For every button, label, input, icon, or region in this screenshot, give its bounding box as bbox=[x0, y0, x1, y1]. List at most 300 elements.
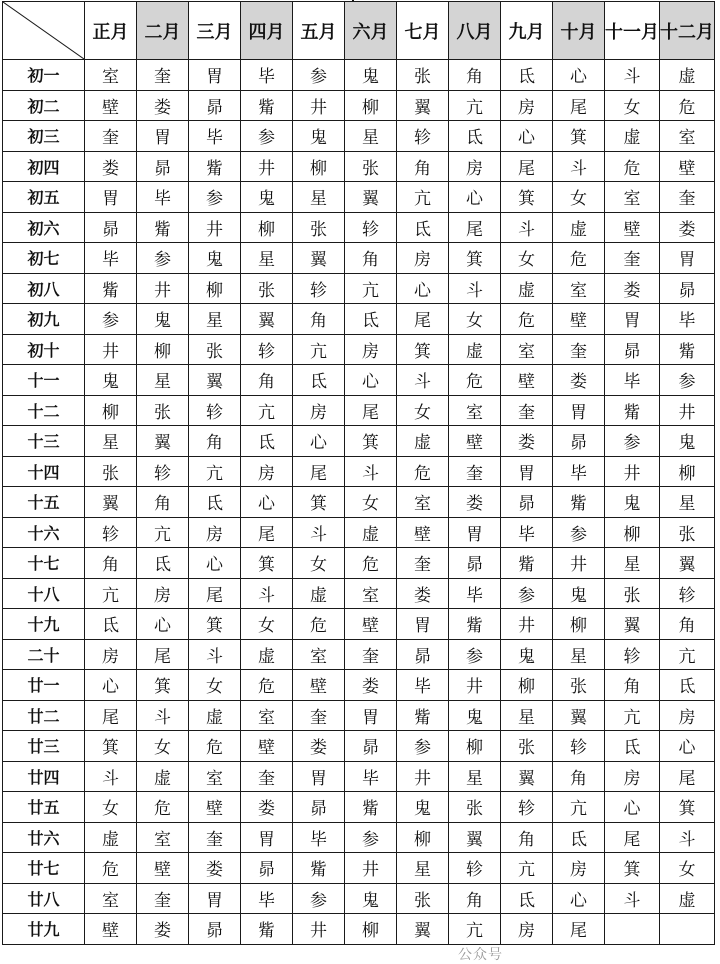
month-header: 八月 bbox=[449, 2, 501, 60]
mansion-cell: 氐 bbox=[137, 548, 189, 579]
mansion-cell: 井 bbox=[189, 212, 241, 243]
mansion-cell: 轸 bbox=[137, 456, 189, 487]
mansion-cell: 奎 bbox=[137, 883, 189, 914]
mansion-cell: 壁 bbox=[605, 212, 660, 243]
day-label: 初一 bbox=[3, 60, 85, 91]
mansion-cell: 柳 bbox=[397, 822, 449, 853]
mansion-cell: 张 bbox=[553, 670, 605, 701]
mansion-cell: 星 bbox=[293, 182, 345, 213]
mansion-cell: 心 bbox=[449, 182, 501, 213]
mansion-cell: 奎 bbox=[553, 334, 605, 365]
mansion-cell: 亢 bbox=[660, 639, 715, 670]
mansion-cell: 室 bbox=[189, 761, 241, 792]
mansion-cell: 觜 bbox=[501, 548, 553, 579]
mansion-cell: 昴 bbox=[85, 212, 137, 243]
day-label: 十八 bbox=[3, 578, 85, 609]
table-row bbox=[3, 243, 715, 274]
mansion-cell: 奎 bbox=[345, 639, 397, 670]
mansion-cell: 虚 bbox=[345, 517, 397, 548]
table-row bbox=[3, 639, 715, 670]
month-header: 六月 bbox=[345, 2, 397, 60]
mansion-cell: 轸 bbox=[293, 273, 345, 304]
table-row bbox=[3, 182, 715, 213]
mansion-cell: 胃 bbox=[345, 700, 397, 731]
mansion-cell: 昴 bbox=[241, 853, 293, 884]
mansion-cell: 心 bbox=[553, 60, 605, 91]
lunar-mansion-table bbox=[2, 1, 715, 945]
mansion-cell: 鬼 bbox=[189, 243, 241, 274]
mansion-cell: 井 bbox=[605, 456, 660, 487]
mansion-cell: 鬼 bbox=[85, 365, 137, 396]
day-label: 十七 bbox=[3, 548, 85, 579]
mansion-cell: 张 bbox=[345, 151, 397, 182]
mansion-cell: 觜 bbox=[397, 700, 449, 731]
mansion-cell: 奎 bbox=[241, 761, 293, 792]
month-header: 七月 bbox=[397, 2, 449, 60]
mansion-cell: 危 bbox=[397, 456, 449, 487]
mansion-cell: 女 bbox=[449, 304, 501, 335]
mansion-cell: 亢 bbox=[293, 334, 345, 365]
mansion-cell: 房 bbox=[293, 395, 345, 426]
mansion-cell: 亢 bbox=[449, 90, 501, 121]
mansion-cell: 胃 bbox=[553, 395, 605, 426]
month-header: 二月 bbox=[137, 2, 189, 60]
mansion-cell: 胃 bbox=[189, 883, 241, 914]
mansion-cell: 轸 bbox=[553, 731, 605, 762]
day-label: 廿四 bbox=[3, 761, 85, 792]
mansion-cell: 虚 bbox=[605, 121, 660, 152]
mansion-cell: 翼 bbox=[605, 609, 660, 640]
mansion-cell: 斗 bbox=[553, 151, 605, 182]
table-row bbox=[3, 273, 715, 304]
mansion-cell: 毕 bbox=[605, 365, 660, 396]
day-label: 廿二 bbox=[3, 700, 85, 731]
mansion-cell: 角 bbox=[85, 548, 137, 579]
mansion-cell: 毕 bbox=[241, 60, 293, 91]
mansion-cell: 轸 bbox=[501, 792, 553, 823]
mansion-cell: 斗 bbox=[660, 822, 715, 853]
mansion-cell: 参 bbox=[605, 426, 660, 457]
mansion-cell: 房 bbox=[605, 761, 660, 792]
mansion-cell: 尾 bbox=[137, 639, 189, 670]
mansion-cell: 昴 bbox=[397, 639, 449, 670]
mansion-cell: 房 bbox=[553, 853, 605, 884]
mansion-cell: 觜 bbox=[85, 273, 137, 304]
table-row bbox=[3, 456, 715, 487]
mansion-cell: 奎 bbox=[605, 243, 660, 274]
mansion-cell: 参 bbox=[85, 304, 137, 335]
mansion-cell: 参 bbox=[345, 822, 397, 853]
mansion-cell: 翼 bbox=[241, 304, 293, 335]
mansion-cell: 室 bbox=[605, 182, 660, 213]
corner-diagonal-cell bbox=[3, 2, 85, 60]
mansion-cell: 鬼 bbox=[660, 426, 715, 457]
mansion-cell: 危 bbox=[501, 304, 553, 335]
mansion-cell: 柳 bbox=[345, 90, 397, 121]
mansion-cell: 鬼 bbox=[553, 578, 605, 609]
mansion-cell: 斗 bbox=[137, 700, 189, 731]
mansion-cell: 奎 bbox=[397, 548, 449, 579]
mansion-cell: 鬼 bbox=[241, 182, 293, 213]
table-row bbox=[3, 609, 715, 640]
mansion-cell: 昴 bbox=[189, 90, 241, 121]
mansion-cell: 尾 bbox=[189, 578, 241, 609]
mansion-cell: 觜 bbox=[345, 792, 397, 823]
mansion-cell: 参 bbox=[553, 517, 605, 548]
mansion-cell: 氐 bbox=[605, 731, 660, 762]
mansion-cell: 危 bbox=[293, 609, 345, 640]
mansion-cell: 觜 bbox=[553, 487, 605, 518]
mansion-cell: 毕 bbox=[85, 243, 137, 274]
mansion-cell: 娄 bbox=[293, 731, 345, 762]
mansion-cell: 柳 bbox=[660, 456, 715, 487]
mansion-cell: 觜 bbox=[449, 609, 501, 640]
mansion-cell: 毕 bbox=[189, 121, 241, 152]
mansion-cell: 尾 bbox=[397, 304, 449, 335]
mansion-cell: 心 bbox=[660, 731, 715, 762]
mansion-cell: 虚 bbox=[501, 273, 553, 304]
day-label: 十五 bbox=[3, 487, 85, 518]
mansion-cell: 房 bbox=[449, 151, 501, 182]
mansion-cell: 氐 bbox=[241, 426, 293, 457]
mansion-cell: 虚 bbox=[85, 822, 137, 853]
mansion-cell: 张 bbox=[605, 578, 660, 609]
day-label: 初二 bbox=[3, 90, 85, 121]
mansion-cell: 房 bbox=[501, 914, 553, 945]
mansion-cell: 娄 bbox=[189, 853, 241, 884]
table-row bbox=[3, 517, 715, 548]
mansion-cell: 箕 bbox=[501, 182, 553, 213]
mansion-cell: 娄 bbox=[397, 578, 449, 609]
mansion-cell: 尾 bbox=[293, 456, 345, 487]
mansion-cell: 虚 bbox=[137, 761, 189, 792]
mansion-cell: 张 bbox=[85, 456, 137, 487]
mansion-cell: 昴 bbox=[345, 731, 397, 762]
mansion-cell: 室 bbox=[660, 121, 715, 152]
mansion-cell: 斗 bbox=[605, 883, 660, 914]
mansion-cell: 参 bbox=[397, 731, 449, 762]
table-row bbox=[3, 121, 715, 152]
mansion-cell: 心 bbox=[397, 273, 449, 304]
mansion-cell: 翼 bbox=[397, 914, 449, 945]
mansion-cell: 危 bbox=[605, 151, 660, 182]
mansion-cell: 心 bbox=[85, 670, 137, 701]
mansion-cell: 壁 bbox=[660, 151, 715, 182]
mansion-cell: 昴 bbox=[605, 334, 660, 365]
mansion-cell: 角 bbox=[397, 151, 449, 182]
mansion-cell: 奎 bbox=[501, 395, 553, 426]
mansion-cell: 井 bbox=[293, 914, 345, 945]
mansion-cell: 心 bbox=[189, 548, 241, 579]
day-label: 廿七 bbox=[3, 853, 85, 884]
table-row bbox=[3, 426, 715, 457]
day-label: 初四 bbox=[3, 151, 85, 182]
diagonal-line-icon bbox=[3, 2, 84, 59]
mansion-cell: 轸 bbox=[85, 517, 137, 548]
mansion-cell: 参 bbox=[660, 365, 715, 396]
month-header: 十一月 bbox=[605, 2, 660, 60]
mansion-cell: 角 bbox=[553, 761, 605, 792]
mansion-cell: 危 bbox=[241, 670, 293, 701]
mansion-cell: 鬼 bbox=[501, 639, 553, 670]
mansion-cell: 氐 bbox=[85, 609, 137, 640]
mansion-cell: 鬼 bbox=[397, 792, 449, 823]
mansion-cell: 轸 bbox=[449, 853, 501, 884]
mansion-cell: 奎 bbox=[660, 182, 715, 213]
mansion-cell: 氐 bbox=[553, 822, 605, 853]
mansion-cell: 女 bbox=[189, 670, 241, 701]
mansion-cell: 氐 bbox=[397, 212, 449, 243]
mansion-cell: 氐 bbox=[501, 883, 553, 914]
mansion-cell: 壁 bbox=[553, 304, 605, 335]
table-row bbox=[3, 914, 715, 945]
mansion-cell: 娄 bbox=[501, 426, 553, 457]
mansion-cell: 房 bbox=[241, 456, 293, 487]
table-row bbox=[3, 395, 715, 426]
table-row bbox=[3, 853, 715, 884]
mansion-cell: 张 bbox=[449, 792, 501, 823]
mansion-cell: 井 bbox=[241, 151, 293, 182]
mansion-cell: 箕 bbox=[660, 792, 715, 823]
month-header: 四月 bbox=[241, 2, 293, 60]
mansion-cell: 房 bbox=[660, 700, 715, 731]
mansion-cell: 室 bbox=[293, 639, 345, 670]
mansion-cell: 心 bbox=[605, 792, 660, 823]
mansion-cell: 角 bbox=[449, 60, 501, 91]
table-row bbox=[3, 151, 715, 182]
mansion-cell: 壁 bbox=[449, 426, 501, 457]
mansion-cell: 室 bbox=[85, 883, 137, 914]
mansion-cell: 氐 bbox=[449, 121, 501, 152]
mansion-cell: 尾 bbox=[345, 395, 397, 426]
mansion-cell: 箕 bbox=[137, 670, 189, 701]
mansion-cell: 毕 bbox=[449, 578, 501, 609]
mansion-cell: 轸 bbox=[345, 212, 397, 243]
mansion-cell: 亢 bbox=[397, 182, 449, 213]
mansion-cell: 胃 bbox=[85, 182, 137, 213]
mansion-cell: 角 bbox=[449, 883, 501, 914]
mansion-cell: 翼 bbox=[553, 700, 605, 731]
mansion-cell: 柳 bbox=[449, 731, 501, 762]
mansion-cell: 危 bbox=[189, 731, 241, 762]
mansion-cell: 娄 bbox=[553, 365, 605, 396]
mansion-cell: 尾 bbox=[501, 151, 553, 182]
mansion-cell: 壁 bbox=[85, 90, 137, 121]
mansion-cell: 柳 bbox=[293, 151, 345, 182]
month-header: 正月 bbox=[85, 2, 137, 60]
mansion-cell: 角 bbox=[137, 487, 189, 518]
mansion-cell: 轸 bbox=[605, 639, 660, 670]
mansion-cell: 娄 bbox=[137, 90, 189, 121]
mansion-cell: 室 bbox=[345, 578, 397, 609]
mansion-cell: 柳 bbox=[501, 670, 553, 701]
mansion-cell: 井 bbox=[397, 761, 449, 792]
mansion-cell: 箕 bbox=[605, 853, 660, 884]
mansion-cell: 斗 bbox=[293, 517, 345, 548]
mansion-cell: 房 bbox=[85, 639, 137, 670]
table-row bbox=[3, 761, 715, 792]
mansion-cell: 箕 bbox=[345, 426, 397, 457]
day-label: 初七 bbox=[3, 243, 85, 274]
day-label: 十一 bbox=[3, 365, 85, 396]
table-row bbox=[3, 365, 715, 396]
table-row bbox=[3, 883, 715, 914]
mansion-cell: 昴 bbox=[189, 914, 241, 945]
mansion-cell: 奎 bbox=[449, 456, 501, 487]
mansion-cell: 斗 bbox=[397, 365, 449, 396]
day-label: 十二 bbox=[3, 395, 85, 426]
mansion-cell: 壁 bbox=[345, 609, 397, 640]
mansion-cell: 参 bbox=[189, 182, 241, 213]
mansion-cell: 鬼 bbox=[137, 304, 189, 335]
table-row bbox=[3, 822, 715, 853]
mansion-cell: 张 bbox=[501, 731, 553, 762]
mansion-cell: 娄 bbox=[345, 670, 397, 701]
mansion-cell: 昴 bbox=[660, 273, 715, 304]
mansion-cell: 星 bbox=[449, 761, 501, 792]
mansion-cell: 星 bbox=[501, 700, 553, 731]
mansion-cell: 亢 bbox=[449, 914, 501, 945]
mansion-cell: 亢 bbox=[241, 395, 293, 426]
mansion-cell: 女 bbox=[501, 243, 553, 274]
mansion-cell: 轸 bbox=[189, 395, 241, 426]
mansion-cell: 鬼 bbox=[345, 60, 397, 91]
day-label: 廿一 bbox=[3, 670, 85, 701]
mansion-cell: 参 bbox=[501, 578, 553, 609]
mansion-cell: 斗 bbox=[501, 212, 553, 243]
mansion-cell: 柳 bbox=[137, 334, 189, 365]
mansion-cell: 翼 bbox=[189, 365, 241, 396]
mansion-cell: 翼 bbox=[449, 822, 501, 853]
mansion-cell: 井 bbox=[345, 853, 397, 884]
day-label: 十三 bbox=[3, 426, 85, 457]
table-row bbox=[3, 792, 715, 823]
mansion-cell: 觜 bbox=[293, 853, 345, 884]
mansion-cell: 胃 bbox=[605, 304, 660, 335]
mansion-cell: 女 bbox=[293, 548, 345, 579]
mansion-cell: 壁 bbox=[189, 792, 241, 823]
mansion-cell: 心 bbox=[137, 609, 189, 640]
mansion-cell: 翼 bbox=[137, 426, 189, 457]
mansion-cell: 房 bbox=[501, 90, 553, 121]
mansion-cell: 柳 bbox=[605, 517, 660, 548]
mansion-cell: 斗 bbox=[189, 639, 241, 670]
mansion-cell: 壁 bbox=[137, 853, 189, 884]
mansion-cell: 角 bbox=[241, 365, 293, 396]
table-row bbox=[3, 578, 715, 609]
mansion-cell: 尾 bbox=[241, 517, 293, 548]
mansion-cell: 毕 bbox=[241, 883, 293, 914]
table-row bbox=[3, 304, 715, 335]
mansion-cell: 危 bbox=[85, 853, 137, 884]
mansion-cell: 井 bbox=[660, 395, 715, 426]
mansion-cell: 星 bbox=[660, 487, 715, 518]
mansion-cell: 斗 bbox=[449, 273, 501, 304]
mansion-calendar-table-wrapper bbox=[2, 1, 715, 945]
mansion-cell: 亢 bbox=[553, 792, 605, 823]
mansion-cell: 毕 bbox=[501, 517, 553, 548]
mansion-cell: 胃 bbox=[501, 456, 553, 487]
mansion-cell: 女 bbox=[241, 609, 293, 640]
mansion-cell: 壁 bbox=[241, 731, 293, 762]
mansion-cell: 娄 bbox=[241, 792, 293, 823]
mansion-cell: 井 bbox=[449, 670, 501, 701]
mansion-cell: 危 bbox=[345, 548, 397, 579]
mansion-cell: 轸 bbox=[397, 121, 449, 152]
mansion-cell: 星 bbox=[345, 121, 397, 152]
mansion-cell: 亢 bbox=[605, 700, 660, 731]
day-label: 初六 bbox=[3, 212, 85, 243]
mansion-cell: 角 bbox=[189, 426, 241, 457]
mansion-cell: 壁 bbox=[501, 365, 553, 396]
mansion-cell: 轸 bbox=[660, 578, 715, 609]
day-label: 初八 bbox=[3, 273, 85, 304]
month-header: 十二月 bbox=[660, 2, 715, 60]
day-label: 廿五 bbox=[3, 792, 85, 823]
mansion-cell: 尾 bbox=[553, 914, 605, 945]
mansion-cell: 张 bbox=[660, 517, 715, 548]
mansion-cell: 心 bbox=[293, 426, 345, 457]
mansion-cell: 胃 bbox=[449, 517, 501, 548]
mansion-cell: 虚 bbox=[660, 883, 715, 914]
mansion-cell: 张 bbox=[137, 395, 189, 426]
mansion-cell: 虚 bbox=[293, 578, 345, 609]
day-label: 初五 bbox=[3, 182, 85, 213]
mansion-cell: 危 bbox=[660, 90, 715, 121]
mansion-cell: 氐 bbox=[660, 670, 715, 701]
mansion-cell bbox=[605, 914, 660, 945]
mansion-cell: 毕 bbox=[137, 182, 189, 213]
mansion-cell: 星 bbox=[241, 243, 293, 274]
mansion-cell: 亢 bbox=[345, 273, 397, 304]
mansion-cell: 女 bbox=[605, 90, 660, 121]
day-label: 初三 bbox=[3, 121, 85, 152]
mansion-cell: 毕 bbox=[553, 456, 605, 487]
mansion-cell: 室 bbox=[85, 60, 137, 91]
table-row bbox=[3, 212, 715, 243]
mansion-cell: 昴 bbox=[501, 487, 553, 518]
mansion-cell: 井 bbox=[501, 609, 553, 640]
mansion-cell: 尾 bbox=[605, 822, 660, 853]
mansion-cell: 心 bbox=[553, 883, 605, 914]
mansion-cell: 鬼 bbox=[605, 487, 660, 518]
mansion-cell: 女 bbox=[85, 792, 137, 823]
mansion-cell: 娄 bbox=[660, 212, 715, 243]
mansion-cell: 壁 bbox=[293, 670, 345, 701]
mansion-cell: 柳 bbox=[241, 212, 293, 243]
mansion-cell: 昴 bbox=[293, 792, 345, 823]
mansion-cell bbox=[660, 914, 715, 945]
mansion-cell: 虚 bbox=[397, 426, 449, 457]
mansion-cell: 张 bbox=[189, 334, 241, 365]
day-label: 十九 bbox=[3, 609, 85, 640]
mansion-cell: 奎 bbox=[85, 121, 137, 152]
mansion-cell: 柳 bbox=[85, 395, 137, 426]
mansion-cell: 觜 bbox=[241, 914, 293, 945]
mansion-cell: 参 bbox=[241, 121, 293, 152]
mansion-cell: 翼 bbox=[345, 182, 397, 213]
mansion-cell: 危 bbox=[137, 792, 189, 823]
day-label: 初九 bbox=[3, 304, 85, 335]
mansion-cell: 觜 bbox=[241, 90, 293, 121]
mansion-cell: 参 bbox=[449, 639, 501, 670]
mansion-cell: 女 bbox=[553, 182, 605, 213]
mansion-cell: 尾 bbox=[660, 761, 715, 792]
table-row bbox=[3, 670, 715, 701]
mansion-cell: 奎 bbox=[137, 60, 189, 91]
mansion-cell: 翼 bbox=[85, 487, 137, 518]
mansion-cell: 毕 bbox=[660, 304, 715, 335]
